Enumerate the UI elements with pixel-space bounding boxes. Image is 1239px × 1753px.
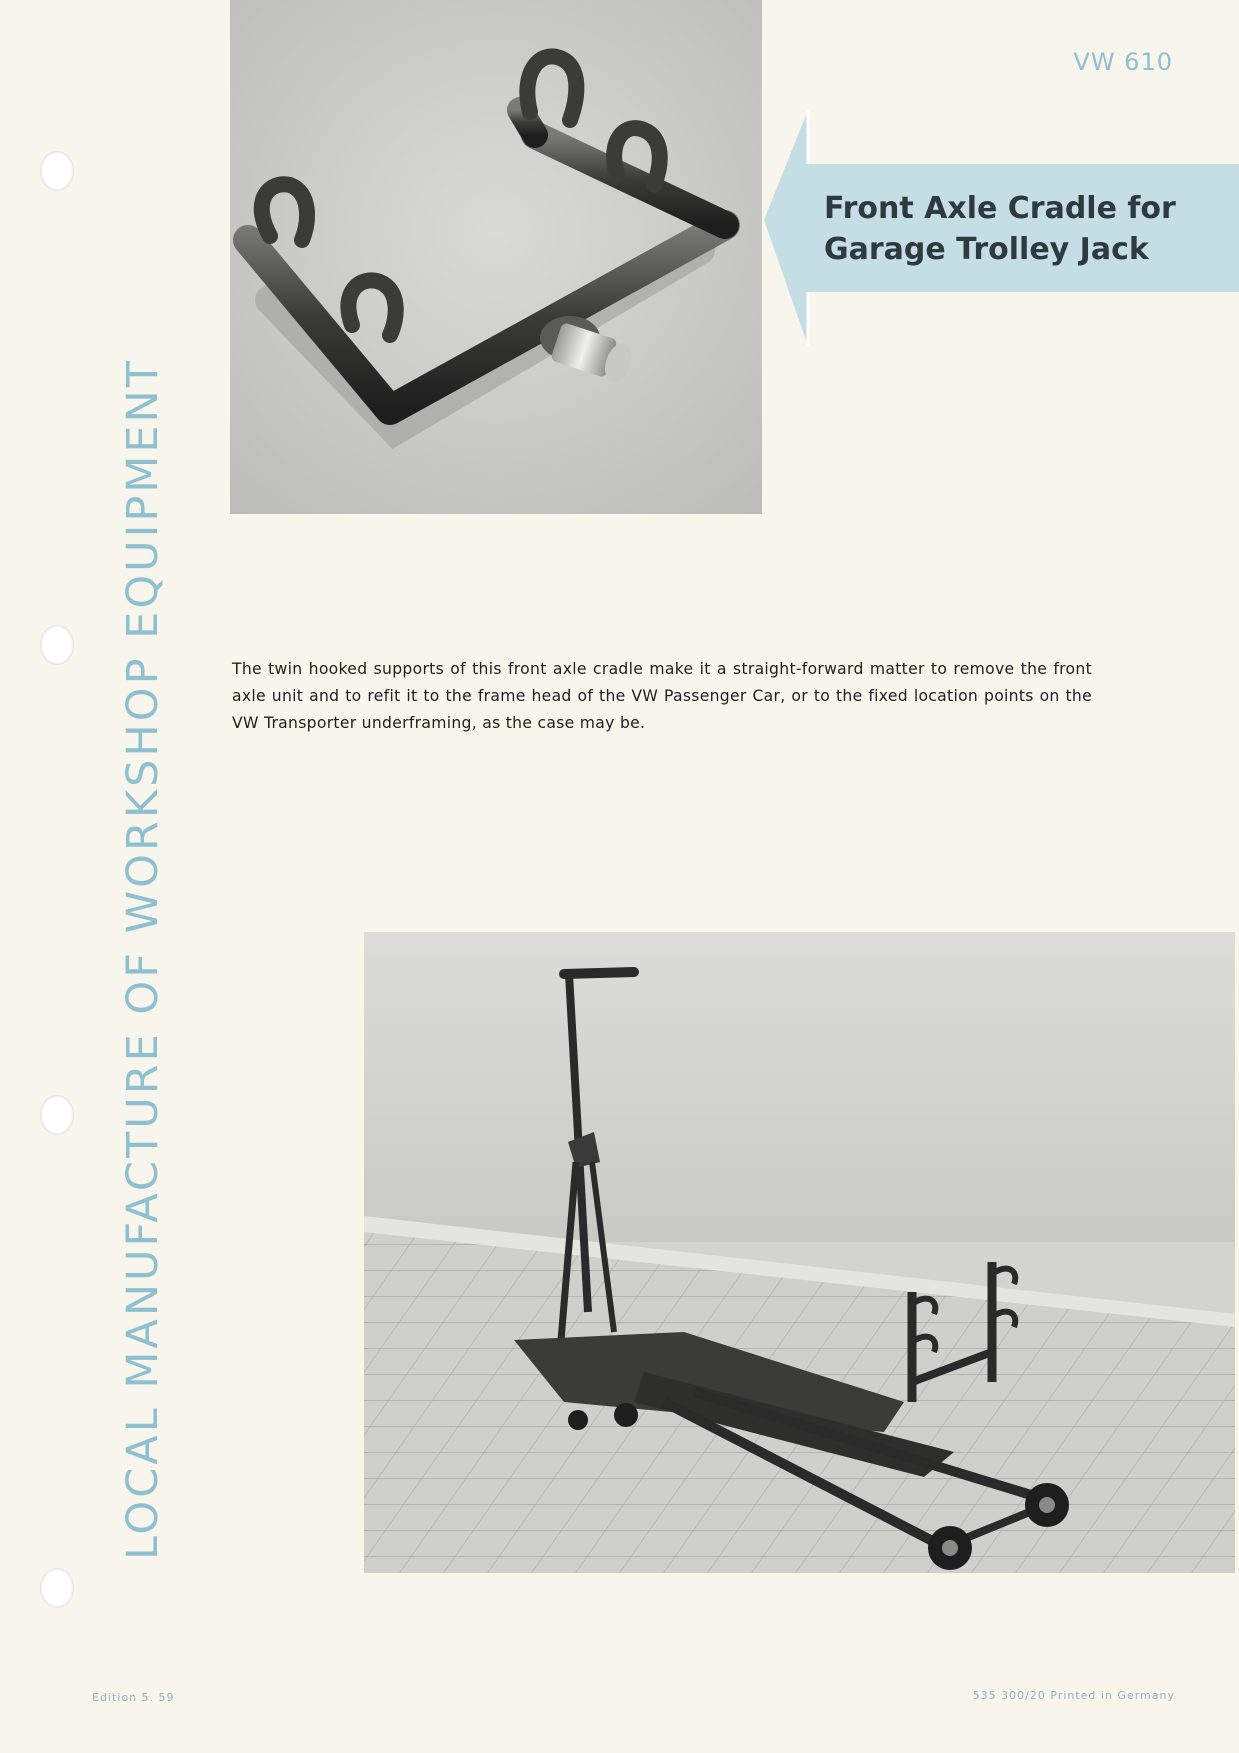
punch-hole-4 <box>40 1568 74 1608</box>
sidebar-title: LOCAL MANUFACTURE OF WORKSHOP EQUIPMENT <box>118 358 168 1560</box>
print-info-label: 535 300/20 Printed in Germany <box>972 1689 1175 1702</box>
heading-line-2: Garage Trolley Jack <box>824 232 1149 267</box>
heading-title <box>824 188 1176 270</box>
cradle-photo <box>230 0 762 514</box>
heading-line-1: Front Axle Cradle for <box>824 191 1176 226</box>
front-axle-cradle-illustration <box>230 0 762 514</box>
edition-label: Edition 5. 59 <box>92 1691 175 1704</box>
description-paragraph: The twin hooked supports of this front axle cradle make it a straight-forward matter to remove the front axle unit and to refit it to the frame head of the VW Passenger Car, or to the fixed location points on the VW Transporter underframing, as the case may be. <box>232 660 1092 732</box>
punch-hole-3 <box>40 1095 74 1135</box>
punch-hole-1 <box>40 151 74 191</box>
document-code: VW 610 <box>1073 48 1173 76</box>
heading-arrow-banner <box>762 108 1239 348</box>
punch-hole-2 <box>40 625 74 665</box>
garage-trolley-jack-illustration <box>364 932 1235 1573</box>
trolley-jack-photo <box>364 932 1235 1573</box>
